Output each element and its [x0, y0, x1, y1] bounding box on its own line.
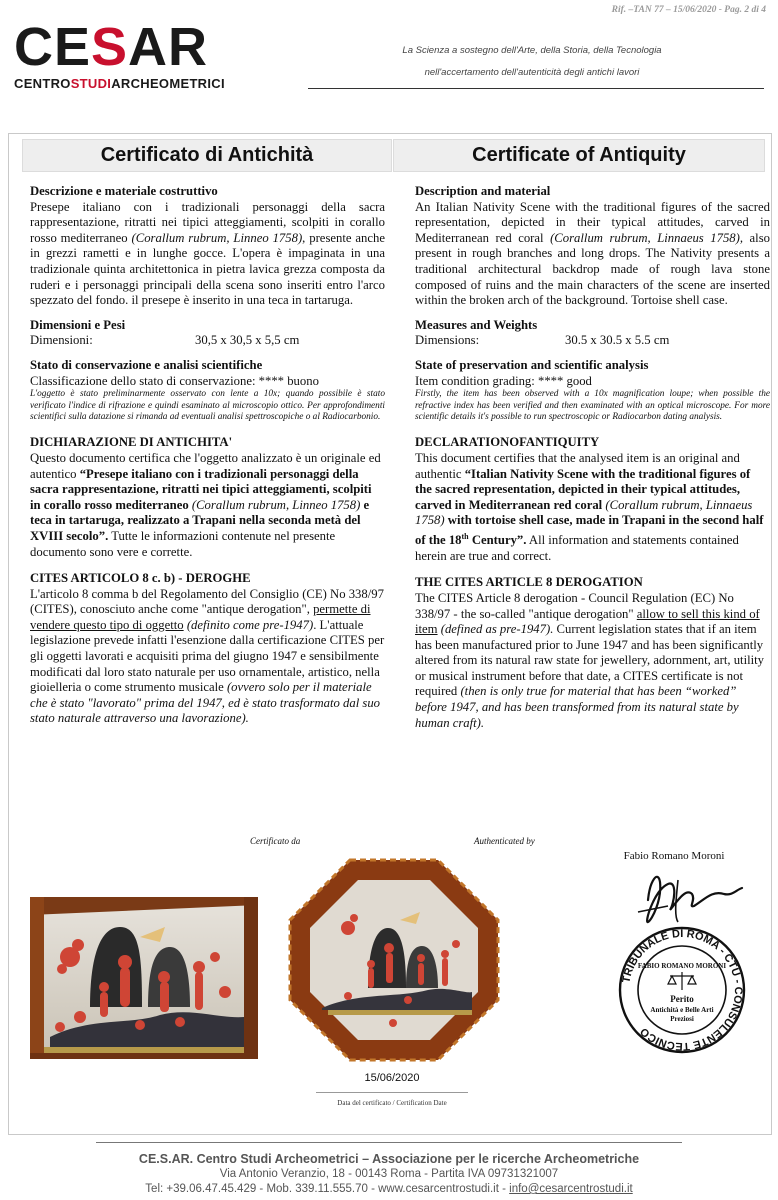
- logo-sub-part: CENTRO: [14, 76, 71, 91]
- dimensions-value: 30,5 x 30,5 x 5,5 cm: [195, 333, 300, 348]
- text-run-bold: Century”.: [468, 533, 527, 548]
- cites-section: [415, 575, 770, 731]
- text-run-italic: (Corallum rubrum, Linnaeus 1758): [415, 497, 753, 528]
- text-run-italic: (then is only true for material that has been “worked” before 1947, and has been transformed from its natural state by human craft).: [415, 684, 739, 730]
- certified-by-caption: Certificato da: [250, 836, 301, 846]
- text-run: Current legislation states that if an item has been manufactured prior to June 1947 and has been significantly altered from its natural raw state for jewellery, adornment, art, utility or musical instrument before that date, a CITES certificate is not required: [415, 622, 765, 699]
- section-heading: CITES ARTICOLO 8 c. b) - DEROGHE: [30, 571, 251, 586]
- title-italian: Certificato di Antichità: [22, 139, 392, 172]
- footer-email-link[interactable]: info@cesarcentrostudi.it: [509, 1183, 633, 1195]
- text-run: L'articolo 8 comma b del Regolamento del Consiglio (CE) No 338/97 (CITES), conosciuto anche come "antique derogation",: [30, 586, 384, 617]
- logo-sub-part-accent: STUDI: [70, 76, 112, 91]
- text-run: All information and statements contained herein are true and correct.: [415, 533, 739, 563]
- logo-part: AR: [128, 17, 209, 77]
- title-english: Certificate of Antiquity: [393, 139, 765, 172]
- condition-note: Firstly, the item has been observed with a 10x magnification loupe; when possible the refractive index has been verified and then examinated with an optical microscope. For more scientific details it's possible to run spectroscopic or Radiocarbon dating analysis.: [415, 389, 770, 422]
- footer-address: Via Antonio Veranzio, 18 - 00143 Roma - Partita IVA 09731321007: [219, 1168, 559, 1180]
- condition-note: L'oggetto è stato preliminarmente osservato con lente a 10x; quando possibile è stato verificato l'indice di rifrazione e quindi esaminato al microscopio ottico. Per approfondimenti scientifici sulla datazione si rimanda ad eventuali analisi spettroscopiche o al Radiocarbonio.: [30, 389, 385, 422]
- certification-date-label: Data del certificato / Certification Date: [337, 1099, 447, 1107]
- text-run: , presente anche in grezzi rametti e in lunghe gocce. L'opera è impaginata in una tradizionale quinta architettonica in pietra lavica grezza composta da ruderi e i personaggi principali della scena sono inseriti entro l'arco spezzato del fondo. il presepe è inserito in una teca in tartaruga.: [30, 230, 385, 308]
- footer-organization: CE.S.AR. Centro Studi Archeometrici – Associazione per le ricerche Archeometriche: [138, 1152, 640, 1166]
- text-run: Presepe italiano con i tradizionali personaggi della sacra rappresentazione, ritratti nei tipici atteggiamenti, scolpiti in corallo rosso mediterraneo: [30, 199, 385, 245]
- footer-contacts: [0, 1183, 778, 1195]
- stamp-specialty-2: Preziosi: [670, 1015, 694, 1023]
- text-run-italic: (ovvero solo per il materiale che è stato "lavorato" prima del 1947, ed è stato trasformato dal suo stato naturale attraverso una lavorazione).: [30, 680, 381, 726]
- dimensions-section: [415, 318, 770, 349]
- signature-stamp-area: [608, 860, 760, 1060]
- text-run-bold: “Italian Nativity Scene with the traditional figures of the sacred representation, depicted in their typical attitudes, carved in Mediterranean red coral: [415, 466, 751, 512]
- logo-part: CE: [14, 17, 92, 77]
- cites-text: [415, 591, 770, 731]
- section-heading: DECLARATIONOFANTIQUITY: [415, 435, 600, 450]
- italian-column: [30, 184, 385, 736]
- item-photo-full-image: [288, 858, 500, 1062]
- declaration-text: [30, 451, 385, 560]
- section-heading: Stato di conservazione e analisi scientifiche: [30, 357, 263, 372]
- declaration-text: [415, 451, 770, 564]
- text-run: Tutte le informazioni contenute nel presente documento sono vere e corrette.: [30, 528, 336, 559]
- section-heading: Measures and Weights: [415, 317, 538, 332]
- condition-section: [30, 358, 385, 423]
- text-run-bold: e teca in tartaruga, realizzato a Trapani nella seconda metà del XVIII secolo”.: [30, 497, 370, 543]
- section-heading: Descrizione e materiale costruttivo: [30, 184, 218, 198]
- text-run-italic: (Corallum rubrum, Linneo 1758): [131, 230, 303, 245]
- signature-stamp: [608, 860, 760, 1060]
- tagline-2: nell'accertamento dell'autenticità degli antichi lavori: [424, 67, 640, 78]
- certification-date: 15/06/2020: [364, 1072, 420, 1084]
- logo-sub-part: ARCHEOMETRICI: [111, 76, 225, 91]
- ordinal-suffix: th: [461, 531, 469, 541]
- footer-phone-web: Tel: +39.06.47.45.429 - Mob. 339.11.555.70 - www.cesarcentrostudi.it -: [145, 1183, 510, 1195]
- declaration-section: [415, 435, 770, 564]
- english-column: [415, 184, 770, 740]
- description-section: [30, 184, 385, 309]
- date-underline: [316, 1092, 468, 1093]
- text-run: . L'attuale legislazione prevede infatti l'esenzione dalla certificazione CITES per gli oggetti lavorati e acquisiti prima del giugno 1947 e sensibilmente modificati dal loro stato naturale per uso ornamentale, artistico, nella gioielleria o come strumento musicale: [30, 617, 385, 695]
- dimensions-label: Dimensioni:: [30, 333, 93, 348]
- text-run-italic: (defined as pre-1947).: [437, 622, 554, 637]
- text-run-bold: “Presepe italiano con i tradizionali personaggi della sacra rappresentazione, ritratti nei tipici atteggiamenti, scolpiti in corallo rosso mediterraneo: [30, 466, 372, 512]
- cites-section: [30, 571, 385, 727]
- stamp-role: Perito: [670, 994, 694, 1004]
- text-run: Questo documento certifica che l'oggetto analizzato è un originale ed autentico: [30, 450, 381, 481]
- text-run: An Italian Nativity Scene with the traditional figures of the sacred representation, depicted in their typical attitudes, carved in Mediterranean red coral: [415, 199, 770, 245]
- text-run: The CITES Article 8 derogation - Council Regulation (EC) No 338/97 - the so-called "antique derogation": [415, 590, 734, 621]
- section-heading: DICHIARAZIONE DI ANTICHITA': [30, 435, 233, 450]
- condition-grade: Classificazione dello stato di conservazione: **** buono: [30, 373, 319, 388]
- description-text: [415, 200, 770, 309]
- text-run-underlined: allow to sell this kind of item: [415, 606, 760, 637]
- condition-section: [415, 358, 770, 423]
- item-photo-detail-image: [30, 897, 258, 1059]
- description-text: [30, 200, 385, 309]
- text-run: This document certifies that the analysed item is an original and authentic: [415, 450, 740, 481]
- dimensions-row: [415, 333, 770, 349]
- cites-text: [30, 587, 385, 727]
- text-run-bold: with tortoise shell case, made in Trapani in the second half of the 18: [415, 513, 764, 548]
- text-run-underlined: permette di vendere questo tipo di oggetto: [30, 602, 371, 632]
- declaration-section: [30, 435, 385, 560]
- text-run-italic: (Corallum rubrum, Linneo 1758): [188, 497, 364, 512]
- dimensions-row: [30, 333, 385, 349]
- description-section: [415, 184, 770, 309]
- text-run-italic: (Corallum rubrum, Linnaeus 1758),: [550, 230, 744, 245]
- authenticated-by-caption: Authenticated by: [474, 836, 535, 846]
- logo-subtitle: [14, 76, 225, 91]
- cesar-logo: [14, 17, 209, 77]
- dimensions-value: 30.5 x 30.5 x 5.5 cm: [565, 333, 670, 348]
- section-heading: THE CITES ARTICLE 8 DEROGATION: [415, 575, 643, 590]
- text-run-italic: (definito come pre-1947): [183, 617, 314, 632]
- stamp-specialty: Antichità e Belle Arti: [650, 1006, 714, 1014]
- dimensions-section: [30, 318, 385, 349]
- text-run: also present in rough branches and long drops. The Nativity presents a traditional architectural backdrop made of rough lava stone composed of ruins and the main characters of the scene are inserted within the broken arch of the background. Tortoise shell case.: [415, 230, 770, 308]
- signer-name: Fabio Romano Moroni: [623, 850, 725, 862]
- header-divider: [308, 88, 764, 89]
- logo-part-accent: S: [91, 17, 129, 77]
- tagline-1: La Scienza a sostegno dell'Arte, della Storia, della Tecnologia: [402, 45, 662, 56]
- item-photo-detail: [30, 897, 258, 1059]
- stamp-ring-text: TRIBUNALE DI ROMA - CTU - CONSULENTE TECNICO: [620, 927, 745, 1053]
- section-heading: State of preservation and scientific analysis: [415, 357, 649, 372]
- footer-divider: [96, 1142, 682, 1143]
- condition-grade: Item condition grading: **** good: [415, 373, 592, 388]
- section-heading: Dimensioni e Pesi: [30, 317, 126, 332]
- section-heading: Description and material: [415, 184, 551, 198]
- stamp-name: FABIO ROMANO MORONI: [637, 962, 727, 970]
- dimensions-label: Dimensions:: [415, 333, 480, 348]
- document-reference: Rif. –TAN 77 – 15/06/2020 - Pag. 2 di 4: [611, 5, 766, 15]
- item-photo-full: [288, 858, 500, 1062]
